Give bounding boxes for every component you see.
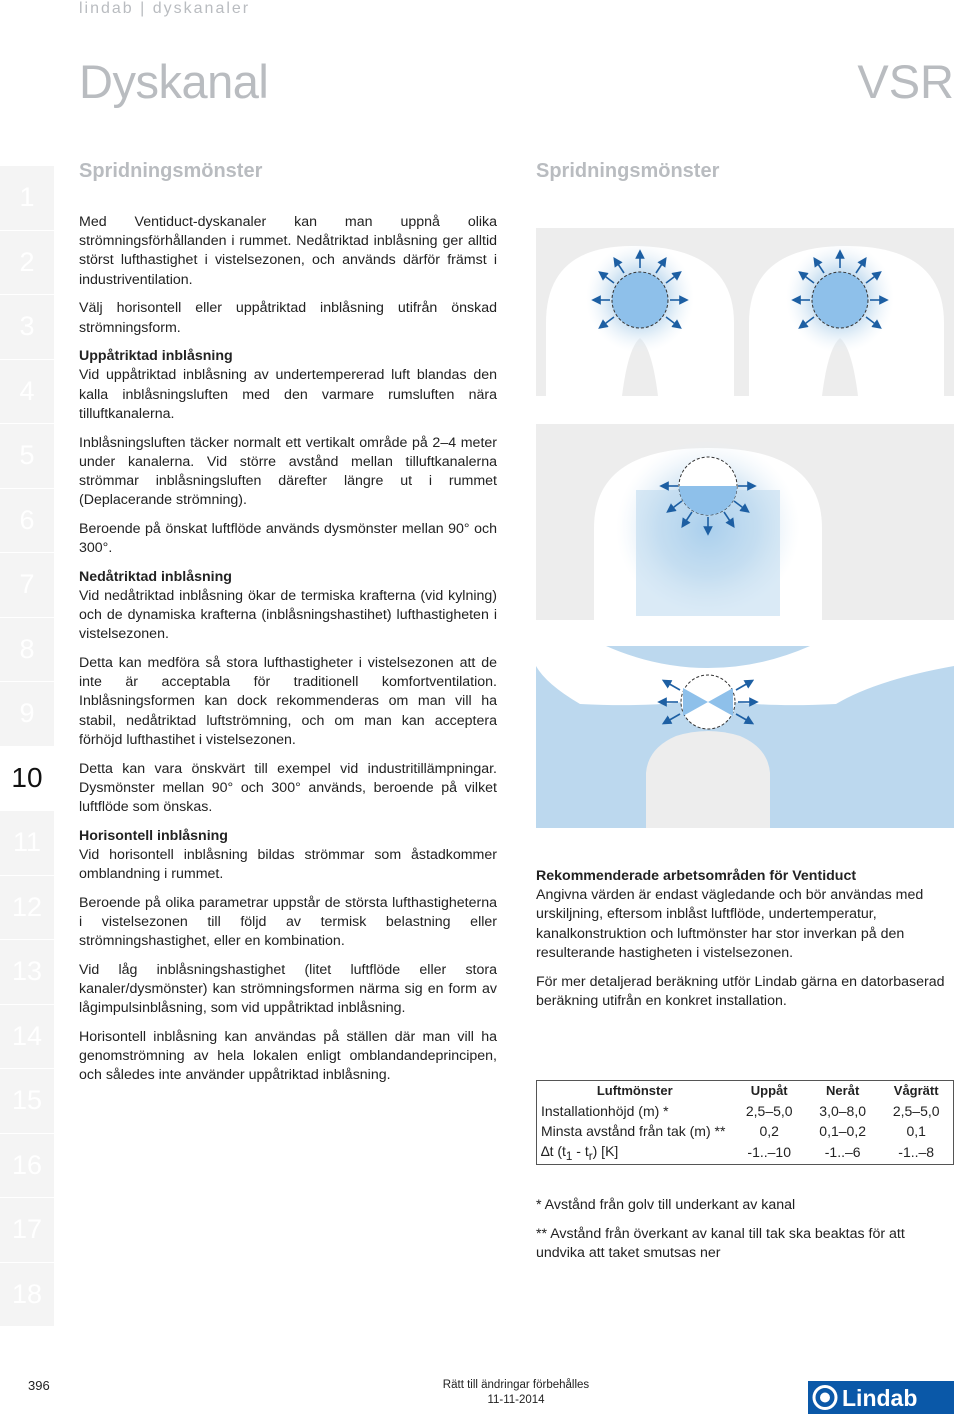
column-header: Vågrätt	[893, 1083, 939, 1099]
chapter-tab[interactable]: 3	[0, 295, 54, 360]
cell: -1..–8	[898, 1144, 935, 1161]
cell: 0,1	[906, 1122, 926, 1139]
cell: 3,0–8,0	[819, 1102, 867, 1119]
footnote: ** Avstånd från överkant av kanal till tak ska beaktas för att undvika att taket smutsas ner	[536, 1225, 905, 1261]
spread-pattern-diagrams	[536, 228, 954, 828]
subscript: r	[588, 1149, 593, 1163]
row-label: Minsta avstånd från tak (m) **	[541, 1122, 726, 1139]
footer-notice	[416, 1378, 616, 1408]
paragraph: Beroende på olika parametrar uppstår de största lufthastigheterna i vistelsezonen till följd av termisk belastning eller strömningshastighet, eller en kombination.	[79, 894, 497, 950]
chapter-tab[interactable]: 15	[0, 1069, 54, 1134]
subscript: 1	[565, 1149, 573, 1163]
product-code: VSR	[857, 55, 954, 108]
diagram-horizontal	[536, 646, 954, 828]
column-header: Uppåt	[750, 1083, 788, 1099]
diagram-upward	[536, 228, 954, 396]
footnotes	[536, 1196, 956, 1273]
paragraph: Med Ventiduct-dyskanaler kan man uppnå olika strömningsförhållanden i rummet. Nedåtriktad inblåsning ger alltid störst lufthastighet i vistelsezonen, och används därför främst i industriventilation.	[79, 214, 497, 288]
paragraph: Detta kan medföra så stora lufthastigheter i vistelsezonen att de inte är acceptabla för traditionell komfortventilation. Inblåsningsformen kan dock rekommenderas om man vill ha stabil, nedåtriktad luftströmning, och om man kan acceptera förhöjd lufthastihet i vistelsezonen.	[79, 655, 497, 748]
chapter-tab[interactable]: 8	[0, 618, 54, 683]
footer-date: 11-11-2014	[487, 1394, 545, 1406]
body-text	[79, 213, 497, 1095]
logo-text: Lindab	[842, 1385, 918, 1411]
cell: -1..–6	[824, 1144, 861, 1161]
paragraph: Vid horisontell inblåsning bildas strömmar som åstadkommer omblandning i rummet.	[79, 846, 497, 883]
table-row	[537, 1101, 954, 1121]
diagram-downward	[536, 424, 954, 620]
paragraph: Välj horisontell eller uppåtriktad inblåsning utifrån önskad strömningsform.	[79, 300, 497, 336]
row-label: Installationhöjd (m) *	[541, 1102, 669, 1119]
paragraph: Vid nedåtriktad inblåsning ökar de termiska krafterna (vid kylning) och de dynamiska krafterna (inblåsningshastihet) lufthastigheten i vistelsezonen.	[79, 587, 497, 643]
chapter-tab[interactable]: 13	[0, 940, 54, 1005]
subheading-horizontal: Horisontell inblåsning	[79, 827, 228, 844]
page-title: Dyskanal	[79, 55, 269, 108]
table-row	[537, 1121, 954, 1141]
chapter-tab[interactable]: 2	[0, 231, 54, 296]
paragraph: Vid låg inblåsningshastighet (litet luftflöde eller stora kanaler/dysmönster) kan strömningsformen närma sig en form av lågimpulsinblåsning, som vid uppåtriktad inblåsning.	[79, 961, 497, 1017]
table-header-row	[537, 1081, 954, 1101]
lindab-logo[interactable]	[808, 1381, 954, 1414]
chapter-tab[interactable]: 11	[0, 811, 54, 876]
paragraph: Angivna värden är endast vägledande och bör användas med urskiljning, eftersom inblåst luftflöde, undertemperatur, kanalkonstruktion och luftmönster har stor inverkan på den resulterande hastigheten i vistelsezonen.	[536, 887, 924, 961]
section-heading-left: Spridningsmönster	[79, 160, 263, 182]
subheading-downward: Nedåtriktad inblåsning	[79, 568, 232, 585]
label-text: ) [K]	[592, 1142, 619, 1159]
chapter-tab[interactable]: 1	[0, 166, 54, 231]
cell: 0,1–0,2	[819, 1122, 867, 1139]
cell: -1..–10	[747, 1144, 792, 1161]
recommendation-heading: Rekommenderade arbetsområden för Ventiduct	[536, 868, 857, 884]
column-header: Neråt	[826, 1083, 860, 1099]
table-row	[537, 1141, 954, 1165]
chapter-tab[interactable]: 9	[0, 682, 54, 747]
chapter-tab-active[interactable]: 10	[0, 747, 54, 812]
row-label	[537, 1141, 733, 1165]
chapter-tab[interactable]: 12	[0, 876, 54, 941]
paragraph: Detta kan vara önskvärt till exempel vid industritillämpningar. Dysmönster mellan 90° och 300° används, beroende på vilket luftflöde som önskas.	[79, 760, 497, 815]
header-brand: lindab | dyskanaler	[79, 0, 251, 17]
chapter-tab[interactable]: 17	[0, 1198, 54, 1263]
paragraph: Beroende på önskat luftflöde används dysmönster mellan 90° och 300°.	[79, 520, 497, 557]
chapter-tab[interactable]: 18	[0, 1263, 54, 1328]
notice-text: Rätt till ändringar förbehålles	[442, 1379, 590, 1391]
subheading-upward: Uppåtriktad inblåsning	[79, 348, 233, 365]
label-text: ∆t (t	[541, 1142, 566, 1159]
chapter-tab[interactable]: 4	[0, 360, 54, 425]
chapter-tab[interactable]: 6	[0, 489, 54, 554]
footnote: * Avstånd från golv till underkant av kanal	[536, 1197, 796, 1213]
cell: 0,2	[759, 1122, 779, 1139]
page-number: 396	[28, 1378, 50, 1393]
paragraph: Vid uppåtriktad inblåsning av undertempererad luft blandas den kalla inblåsningsluften med den varmare rumsluften nära tilluftkanalerna.	[79, 367, 497, 422]
recommendation-block	[536, 867, 956, 1020]
cell: 2,5–5,0	[892, 1102, 940, 1119]
chapter-tab[interactable]: 14	[0, 1005, 54, 1070]
label-text: - t	[572, 1142, 589, 1159]
chapter-tabs	[0, 166, 54, 1327]
cell: 2,5–5,0	[745, 1102, 793, 1119]
column-header: Luftmönster	[596, 1083, 673, 1099]
section-heading-right: Spridningsmönster	[536, 160, 720, 182]
chapter-tab[interactable]: 5	[0, 424, 54, 489]
chapter-tab[interactable]: 7	[0, 553, 54, 618]
paragraph: Inblåsningsluften täcker normalt ett vertikalt område på 2–4 meter under kanalerna. Vid större avstånd mellan tilluftkanalerna strömmar inblåsningsluften därefter längre ut i rummet (Deplacerande strömning).	[79, 434, 497, 509]
paragraph: För mer detaljerad beräkning utför Lindab gärna en datorbaserad beräkning utifrån en konkret installation.	[536, 973, 945, 1009]
paragraph: Horisontell inblåsning kan användas på ställen där man vill ha genomströmning av hela lokalen enligt omblandandeprincipen, och således inte använder uppåtriktad inblåsning.	[79, 1029, 497, 1084]
spec-table	[536, 1080, 954, 1165]
chapter-tab[interactable]: 16	[0, 1134, 54, 1199]
